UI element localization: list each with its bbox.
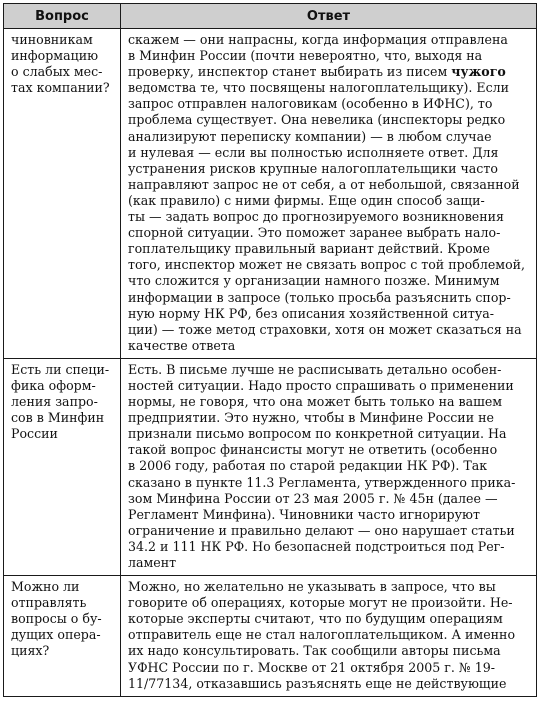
answer-line: Регламент Минфина). Чиновники часто игнорируют	[128, 506, 480, 522]
answer-line: что сложится у организации намного позже. Минимум	[128, 273, 500, 289]
answer-line: информации в запросе (только просьба разъяснить спор-	[128, 289, 511, 305]
table-row	[4, 358, 537, 575]
question-line: дущих опера-	[11, 627, 101, 643]
question-cell	[4, 29, 121, 359]
question-line: России	[11, 426, 58, 442]
answer-cell	[121, 358, 537, 575]
table-header-row	[4, 4, 537, 29]
answer-line: того, инспектор может не связать вопрос с той проблемой,	[128, 257, 526, 273]
header-question: Вопрос	[4, 4, 121, 29]
answer-line: устранения рисков крупные налогоплательщики часто	[128, 160, 498, 176]
answer-line: ведомства те, что посвящены налогоплательщику). Если	[128, 80, 510, 96]
answer-cell	[121, 29, 537, 359]
answer-line: их надо консультировать. Так сообщили авторы письма	[128, 643, 501, 659]
question-line: фика оформ-	[11, 377, 96, 393]
answer-line: Есть. В письме лучше не расписывать детально особен-	[128, 361, 502, 377]
answer-line: в 2006 году, работая по старой редакции НК РФ). Так	[128, 458, 488, 474]
question-line: сов в Минфин	[11, 410, 105, 426]
answer-line: 11/77134, отказавшись разъяснять еще не действующие	[128, 675, 507, 691]
question-line: о слабых мес-	[11, 64, 103, 80]
answer-line: сказано в пункте 11.3 Регламента, утвержденного прика-	[128, 474, 516, 490]
answer-line: запрос отправлен налоговикам (особенно в ИФНС), то	[128, 96, 493, 112]
answer-line: и нулевая — если вы полностью исполняете ответ. Для	[128, 144, 499, 160]
answer-line: нормы, не говоря, что она может быть только на вашем	[128, 394, 503, 410]
emphasized-word: чужого	[451, 64, 506, 80]
answer-line: зом Минфина России от 23 мая 2005 г. № 45н (далее —	[128, 490, 498, 506]
answer-line: ции) — тоже метод страховки, хотя он может сказаться на	[128, 321, 522, 337]
answer-line: скажем — они напрасны, когда информация отправлена	[128, 32, 508, 47]
qa-table	[3, 3, 537, 697]
answer-line	[128, 64, 530, 80]
answer-line: в Минфин России (почти невероятно, что, выходя на	[128, 48, 483, 64]
question-cell	[4, 576, 121, 697]
answer-line: 34.2 и 111 НК РФ. Но безопасней подстроиться под Рег-	[128, 538, 505, 554]
question-line: Можно ли	[11, 579, 80, 595]
answer-line: ностей ситуации. Надо просто спрашивать о применении	[128, 377, 514, 393]
question-line: ления запро-	[11, 394, 98, 410]
answer-line: гоплательщику правильный вариант действий. Кроме	[128, 241, 490, 257]
answer-line: говорите об операциях, которые могут не произойти. Не-	[128, 595, 513, 611]
question-line: тах компании?	[11, 80, 110, 96]
table-row	[4, 576, 537, 697]
question-line: Есть ли специ-	[11, 361, 110, 377]
answer-line: такой вопрос финансисты могут не ответить (особенно	[128, 442, 498, 458]
question-line: отправлять	[11, 595, 87, 611]
answer-line: направляют запрос не от себя, а от небольшой, связанной	[128, 176, 520, 192]
question-line: чиновникам	[11, 32, 93, 47]
answer-cell	[121, 576, 537, 697]
answer-line: ограничение и правильно делают — оно нарушает статьи	[128, 522, 515, 538]
question-cell	[4, 358, 121, 575]
answer-line: которые эксперты считают, что по будущим операциям	[128, 611, 503, 627]
answer-line: ную норму НК РФ, без описания хозяйственной ситуа-	[128, 305, 495, 321]
header-answer: Ответ	[121, 4, 537, 29]
answer-line: анализируют переписку компании) — в любом случае	[128, 128, 492, 144]
answer-line: признали письмо вопросом по конкретной ситуации. На	[128, 426, 507, 442]
question-line: циях?	[11, 643, 50, 659]
answer-line: качестве ответа	[128, 337, 236, 353]
answer-line: Можно, но желательно не указывать в запросе, что вы	[128, 579, 496, 595]
answer-line: УФНС России по г. Москве от 21 октября 2005 г. № 19-	[128, 659, 496, 675]
answer-line: (как правило) с ними фирмы. Еще один способ защи-	[128, 192, 485, 208]
answer-line: спорной ситуации. Это поможет заранее выбрать нало-	[128, 225, 501, 241]
answer-line: ты — задать вопрос до прогнозируемого возникновения	[128, 209, 504, 225]
question-line: вопросы о бу-	[11, 611, 102, 627]
table-row	[4, 29, 537, 359]
answer-line: предприятии. Это нужно, чтобы в Минфине России не	[128, 410, 494, 426]
question-line: информацию	[11, 48, 99, 64]
answer-line-text: проверку, инспектор станет выбирать из писем	[128, 64, 452, 80]
answer-line: ламент	[128, 555, 177, 570]
answer-line: отправитель еще не стал налогоплательщиком. А именно	[128, 627, 516, 643]
answer-line: проблема существует. Она невелика (инспекторы редко	[128, 112, 506, 128]
